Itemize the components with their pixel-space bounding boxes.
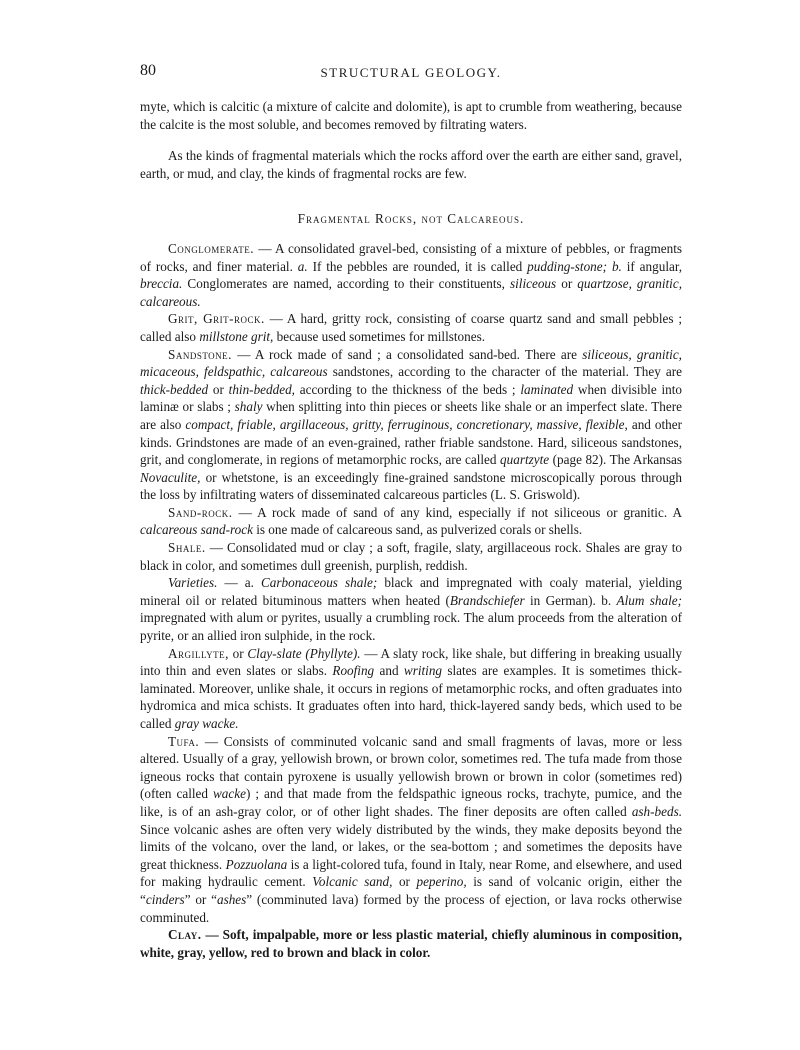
- entry-term: Sand-rock.: [168, 504, 233, 520]
- entry-shale-varieties: Varieties. — a. Carbonaceous shale; black and impregnated with coaly material, yielding mineral oil or related bituminous matters when heated (Brandschiefer in German). b. Alum shale; impregnated with alum or pyrites, usually a crumbling rock. The alum proceeds from the alteration of pyrite, or an allied iron sulphide, in the rock.: [140, 575, 683, 644]
- entry-conglomerate: Conglomerate. — A consolidated gravel-bed, consisting of a mixture of pebbles, or fragments of rocks, and finer material. a. If the pebbles are rounded, it is called pudding-stone; b. if angular, breccia. Conglomerates are named, according to their constituents, siliceous or quartzose, granitic, calcareous.: [140, 240, 682, 309]
- entry-grit: Grit, Grit-rock. — A hard, gritty rock, consisting of coarse quartz sand and small pebbles ; called also millstone grit, because used sometimes for millstones.: [140, 311, 682, 344]
- entry-term: Grit, Grit-rock.: [168, 311, 265, 327]
- entry-term: Argillyte,: [168, 645, 229, 661]
- entry-term: Tufa.: [168, 733, 200, 749]
- page-number: 80: [140, 62, 156, 79]
- entry-tufa: Tufa. — Consists of comminuted volcanic sand and small fragments of lavas, more or less altered. Usually of a gray, yellowish brown, or brown color, sometimes red. The tufa made from those igneous rocks that contain pyroxene is usually yellowish brown or brown in color (sometimes red) (often called wacke) ; and that made from the feldspathic igneous rocks, trachyte, pumice, and the like, is of an ash-gray color, or of other light shades. The finer deposits are often called ash-beds. Since volcanic ashes are often very widely distributed by the winds, they make deposits beyond the limits of the volcano, over the land, or lakes, or the sea-bottom ; and sometimes the deposits have great thickness. Pozzuolana is a light-colored tufa, found in Italy, near Rome, and elsewhere, and used for making hydraulic cement. Volcanic sand, or peperino, is sand of volcanic origin, either the “cinders” or “ashes” (comminuted lava) formed by the process of ejection, or lava rocks otherwise comminuted.: [140, 733, 683, 925]
- entry-sand-rock: Sand-rock. — A rock made of sand of any kind, especially if not siliceous or granitic. A calcareous sand-rock is one made of calcareous sand, as pulverized corals or shells.: [140, 504, 682, 538]
- intro-paragraph-1: myte, which is calcitic (a mixture of calcite and dolomite), is apt to crumble from weathering, because the calcite is the most soluble, and becomes removed by filtrating waters.: [140, 99, 682, 132]
- section-title: Fragmental Rocks, not Calcareous.: [297, 211, 525, 227]
- entry-term: Clay.: [168, 927, 202, 943]
- entry-term: Shale.: [168, 540, 206, 556]
- page-header: [140, 62, 682, 84]
- intro-paragraph-2: As the kinds of fragmental materials which the rocks afford over the earth are either sand, gravel, earth, or mud, and clay, the kinds of fragmental rocks are few.: [140, 148, 682, 181]
- page: [140, 62, 682, 961]
- entry-argillyte: Argillyte, or Clay-slate (Phyllyte). — A slaty rock, like shale, but differing in breaking usually into thin and even slates or slabs. Roofing and writing slates are examples. It is sometimes thick-laminated. Moreover, unlike shale, it occurs in regions of metamorphic rocks, and often graduates into hydromica and mica schists. It graduates often into hard, thick-layered sandy beds, which used to be called gray wacke.: [140, 645, 682, 731]
- entry-shale: Shale. — Consolidated mud or clay ; a soft, fragile, slaty, argillaceous rock. Shales are gray to black in color, and sometimes dull greenish, purplish, reddish.: [140, 540, 682, 573]
- entry-sandstone: Sandstone. — A rock made of sand ; a consolidated sand-bed. There are siliceous, granitic, micaceous, feldspathic, calcareous sandstones, according to the character of the material. They are thick-bedded or thin-bedded, according to the thickness of the beds ; laminated when divisible into laminæ or slabs ; shaly when splitting into thin pieces or sheets like shale or an imperfect slate. There are also compact, friable, argillaceous, gritty, ferruginous, concretionary, massive, flexible, and other kinds. Grindstones are made of an even-grained, rather friable sandstone. Hard, siliceous sandstones, grit, and conglomerate, in regions of metamorphic rocks, are called quartzyte (page 82). The Arkansas Novaculite, or whetstone, is an exceedingly fine-grained sandstone microscopically porous through the loss by infiltrating waters of disseminated calcareous particles (L. S. Griswold).: [140, 346, 682, 503]
- entry-term: Conglomerate.: [168, 240, 255, 256]
- running-title: STRUCTURAL GEOLOGY.: [320, 65, 502, 80]
- entry-term: Sandstone.: [168, 346, 232, 362]
- entry-clay: Clay. — Soft, impalpable, more or less plastic material, chiefly aluminous in composition, white, gray, yellow, red to brown and black in color.: [140, 927, 682, 960]
